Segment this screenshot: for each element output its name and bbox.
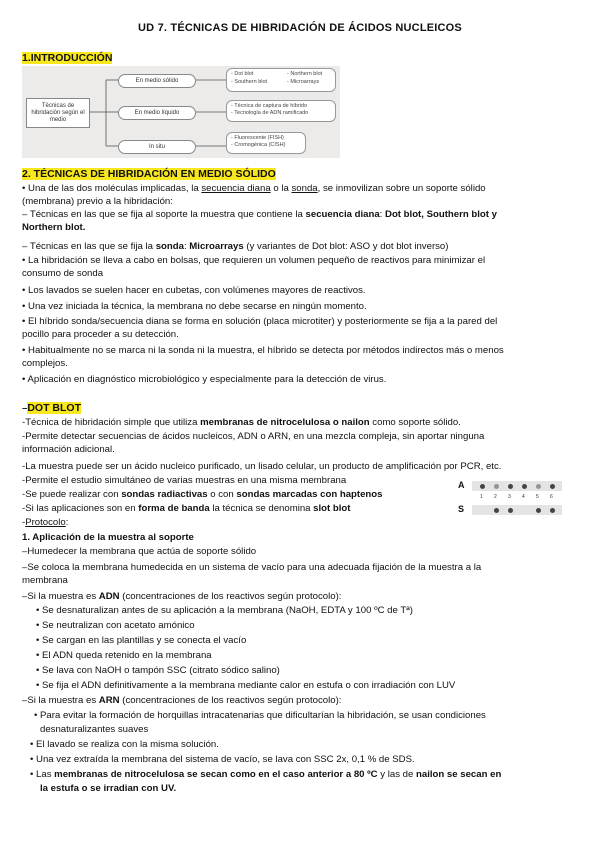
branch-liquid: En medio líquido <box>118 106 196 120</box>
db-line2: -Permite detectar secuencias de ácidos nucleicos, ADN o ARN, en una mezcla compleja, sin aportar ninguna <box>22 431 485 442</box>
s2-line2: (membrana) previo a la hibridación: <box>22 196 173 207</box>
adn-item-2: • Se neutralizan con acetato amónico <box>36 620 195 631</box>
outputs-solid: - Dot blot - Southern blot - Northern blot - Microarrays <box>226 68 336 92</box>
row-s-label: S <box>458 504 465 514</box>
s2-line8: • Los lavados se suelen hacer en cubetas, con volúmenes mayores de reactivos. <box>22 285 366 296</box>
lane-3: 3 <box>508 494 511 500</box>
dot-a2 <box>494 484 499 489</box>
arn-item-4: • Las membranas de nitrocelulosa se secan como en el caso anterior a 80 ºC y las de nailon se secan en <box>30 769 502 780</box>
lane-5: 5 <box>536 494 539 500</box>
dot-a4 <box>522 484 527 489</box>
s2-line7: consumo de sonda <box>22 268 104 279</box>
s2-line14: • Aplicación en diagnóstico microbiológico y especialmente para la detección de virus. <box>22 374 387 385</box>
arn-item-1b: desnaturalizantes suaves <box>40 724 149 735</box>
dot-a5 <box>536 484 541 489</box>
lane-2: 2 <box>494 494 497 500</box>
p-line2: –Se coloca la membrana humedecida en un sistema de vacío para una adecuada fijación de la muestra a la <box>22 562 482 573</box>
row-a-label: A <box>458 480 465 490</box>
adn-item-1: • Se desnaturalizan antes de su aplicación a la membrana (NaOH, EDTA y 100 ºC de Tª) <box>36 605 413 616</box>
s2-line9: • Una vez iniciada la técnica, la membrana no debe secarse en ningún momento. <box>22 301 367 312</box>
p-line1: –Humedecer la membrana que actúa de soporte sólido <box>22 546 257 557</box>
dot-s5 <box>536 508 541 513</box>
arn-item-2: • El lavado se realiza con la misma solución. <box>30 739 219 750</box>
branch-in-situ: In situ <box>118 140 196 154</box>
s2-line11: pocillo para proceder a su detección. <box>22 329 179 340</box>
s2-line13: complejos. <box>22 358 68 369</box>
arn-item-4b: la estufa o se irradian con UV. <box>40 783 177 794</box>
db-line7: -Si las aplicaciones son en forma de banda la técnica se denomina slot blot <box>22 503 351 514</box>
s2-line1: • Una de las dos moléculas implicadas, la secuencia diana o la sonda, se inmovilizan sobre un soporte sólido <box>22 183 486 194</box>
adn-item-5: • Se lava con NaOH o tampón SSC (citrato sódico salino) <box>36 665 280 676</box>
s2-line12: • Habitualmente no se marca ni la sonda ni la muestra, el híbrido se detecta por métodos indirectos más o menos <box>22 345 504 356</box>
db-line1: -Técnica de hibridación simple que utiliza membranas de nitrocelulosa o nailon como soporte sólido. <box>22 417 461 428</box>
diagram-root: Técnicas de hibridación según el medio <box>26 98 90 128</box>
p-line3: membrana <box>22 575 68 586</box>
s2-line3: – Técnicas en las que se fija al soporte la muestra que contiene la secuencia diana: Dot blot, Southern blot y <box>22 209 497 220</box>
outputs-in-situ: - Fluorescente (FISH) - Cromogénica (CISH) <box>226 132 306 154</box>
intro-heading: 1.INTRODUCCIÓN <box>22 52 113 64</box>
s2-line10: • El híbrido sonda/secuencia diana se forma en solución (placa microtiter) y posteriormente se fija a la pared del <box>22 316 498 327</box>
adn-item-6: • Se fija el ADN definitivamente a la membrana mediante calor en estufa o con irradiación con LUV <box>36 680 456 691</box>
dot-s6 <box>550 508 555 513</box>
dotblot-heading: –DOT BLOT <box>22 402 82 414</box>
adn-item-4: • El ADN queda retenido en la membrana <box>36 650 212 661</box>
lane-4: 4 <box>522 494 525 500</box>
p-line5: –Si la muestra es ARN (concentraciones de los reactivos según protocolo): <box>22 695 342 706</box>
dot-s2 <box>494 508 499 513</box>
s2-line6: • La hibridación se lleva a cabo en bolsas, que requieren un volumen pequeño de reactivos para minimizar el <box>22 255 486 266</box>
row-a-strip <box>472 481 562 491</box>
db-line4: -La muestra puede ser un ácido nucleico purificado, un lisado celular, un producto de amplificación por PCR, etc. <box>22 461 502 472</box>
dot-a6 <box>550 484 555 489</box>
s2-line4: Northern blot. <box>22 222 86 233</box>
db-line6: -Se puede realizar con sondas radiactivas o con sondas marcadas con haptenos <box>22 489 383 500</box>
dot-s3 <box>508 508 513 513</box>
page-title: UD 7. TÉCNICAS DE HIBRIDACIÓN DE ÁCIDOS NUCLEICOS <box>138 22 462 34</box>
dot-a3 <box>508 484 513 489</box>
arn-item-3: • Una vez extraída la membrana del sistema de vacío, se lava con SSC 2x, 0,1 % de SDS. <box>30 754 415 765</box>
row-s-strip <box>472 505 562 515</box>
dot-a1 <box>480 484 485 489</box>
lane-1: 1 <box>480 494 483 500</box>
protocol-step1-heading: 1. Aplicación de la muestra al soporte <box>22 532 194 543</box>
dot-blot-figure <box>458 478 568 518</box>
arn-item-1: • Para evitar la formación de horquillas intracatenarias que dificultarían la hibridación, se usan condiciones <box>34 710 486 721</box>
db-line5: -Permite el estudio simultáneo de varias muestras en una misma membrana <box>22 475 347 486</box>
db-line8: -Protocolo: <box>22 517 69 528</box>
outputs-liquid: - Técnica de captura de híbrido - Tecnología de ADN ramificado <box>226 100 336 122</box>
s2-line5: – Técnicas en las que se fija la sonda: Microarrays (y variantes de Dot blot: ASO y dot blot inverso) <box>22 241 449 252</box>
section2-heading: 2. TÉCNICAS DE HIBRIDACIÓN EN MEDIO SÓLIDO <box>22 168 276 180</box>
hybridization-diagram <box>22 66 340 158</box>
branch-solid: En medio sólido <box>118 74 196 88</box>
p-line4: –Si la muestra es ADN (concentraciones de los reactivos según protocolo): <box>22 591 342 602</box>
db-line3: información adicional. <box>22 444 115 455</box>
adn-item-3: • Se cargan en las plantillas y se conecta el vacío <box>36 635 247 646</box>
lane-6: 6 <box>550 494 553 500</box>
